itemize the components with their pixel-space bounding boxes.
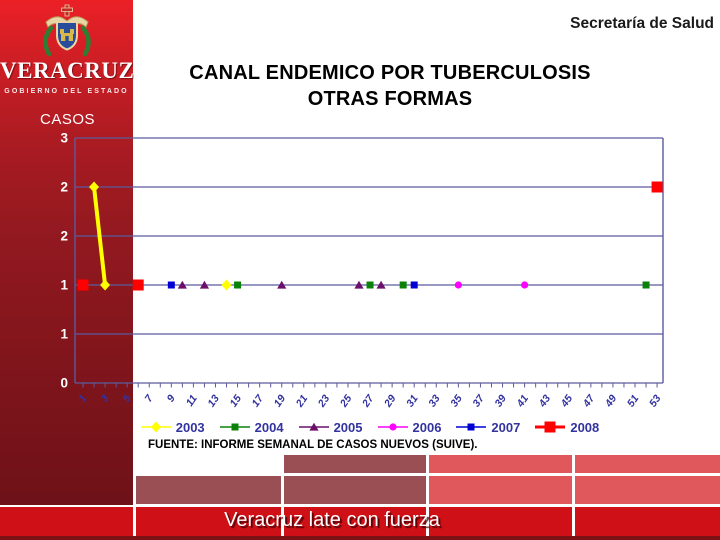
- legend-label: 2008: [570, 419, 600, 435]
- legend-item-2004: [218, 420, 284, 435]
- svg-text:9: 9: [164, 392, 178, 405]
- svg-text:43: 43: [536, 392, 554, 410]
- legend-marker-icon: [139, 420, 173, 434]
- chart-title: [145, 60, 635, 112]
- svg-text:53: 53: [647, 392, 664, 410]
- legend-item-2006: [376, 420, 442, 435]
- gobierno-del-estado-label: GOBIERNO DEL ESTADO: [4, 88, 129, 95]
- svg-text:13: 13: [205, 392, 222, 410]
- legend-marker-icon: [533, 420, 567, 434]
- svg-text:19: 19: [271, 392, 289, 410]
- banner-block: [136, 476, 281, 504]
- svg-text:1: 1: [76, 392, 90, 405]
- svg-text:23: 23: [315, 392, 333, 410]
- svg-text:3: 3: [60, 130, 68, 146]
- y-axis-title: CASOS: [40, 111, 96, 128]
- legend-item-2007: [454, 420, 520, 435]
- legend-marker-icon: [218, 420, 252, 434]
- chart-title-line1: CANAL ENDEMICO POR TUBERCULOSIS: [189, 62, 591, 84]
- svg-text:35: 35: [448, 392, 465, 410]
- banner-block: [429, 455, 572, 473]
- svg-text:49: 49: [602, 392, 620, 410]
- legend-item-2005: [297, 420, 363, 435]
- svg-text:11: 11: [183, 392, 200, 409]
- chart-title-line2: OTRAS FORMAS: [307, 88, 473, 110]
- svg-text:25: 25: [337, 392, 355, 410]
- svg-text:17: 17: [249, 392, 267, 410]
- legend-marker-icon: [376, 420, 410, 434]
- svg-text:21: 21: [293, 392, 311, 410]
- svg-text:0: 0: [60, 375, 68, 391]
- legend-label: 2007: [491, 419, 521, 435]
- legend-marker-icon: [297, 420, 331, 434]
- banner-block: [284, 455, 426, 473]
- svg-text:1: 1: [60, 277, 68, 293]
- svg-text:2: 2: [60, 228, 68, 244]
- legend-item-2008: [533, 420, 599, 435]
- svg-text:45: 45: [558, 392, 576, 410]
- svg-text:3: 3: [98, 392, 112, 405]
- secretaria-de-salud-header: Secretaría de Salud: [570, 15, 714, 32]
- svg-text:1: 1: [60, 326, 68, 342]
- banner-block: [575, 476, 720, 504]
- legend-marker-icon: [454, 420, 488, 434]
- legend-label: 2005: [333, 419, 363, 435]
- svg-text:7: 7: [142, 392, 156, 405]
- svg-text:39: 39: [492, 392, 509, 410]
- svg-text:37: 37: [470, 392, 487, 410]
- banner-block: [284, 476, 426, 504]
- svg-text:51: 51: [624, 392, 642, 410]
- legend-label: 2003: [175, 419, 205, 435]
- svg-text:33: 33: [426, 392, 443, 410]
- svg-text:15: 15: [227, 392, 245, 410]
- veracruz-logo: VERACRUZ: [0, 58, 135, 83]
- banner-block: [575, 507, 720, 536]
- svg-text:27: 27: [359, 392, 377, 410]
- svg-text:47: 47: [580, 392, 598, 410]
- legend-item-2003: [139, 420, 205, 435]
- svg-text:29: 29: [382, 392, 399, 410]
- banner-bottom-strip: [0, 536, 720, 540]
- legend-label: 2006: [412, 419, 442, 435]
- banner-block: [429, 476, 572, 504]
- banner-block: [0, 507, 133, 536]
- svg-text:41: 41: [514, 392, 532, 410]
- chart-legend: [75, 417, 663, 437]
- svg-text:5: 5: [120, 392, 134, 405]
- svg-text:2: 2: [60, 179, 68, 195]
- legend-label: 2004: [254, 419, 284, 435]
- svg-text:31: 31: [404, 392, 421, 410]
- veracruz-coat-of-arms-icon: [0, 4, 133, 65]
- banner-block: [575, 455, 720, 473]
- source-note: FUENTE: INFORME SEMANAL DE CASOS NUEVOS (SUIVE).: [148, 439, 478, 451]
- footer-tagline: Veracruz late con fuerza: [224, 509, 440, 531]
